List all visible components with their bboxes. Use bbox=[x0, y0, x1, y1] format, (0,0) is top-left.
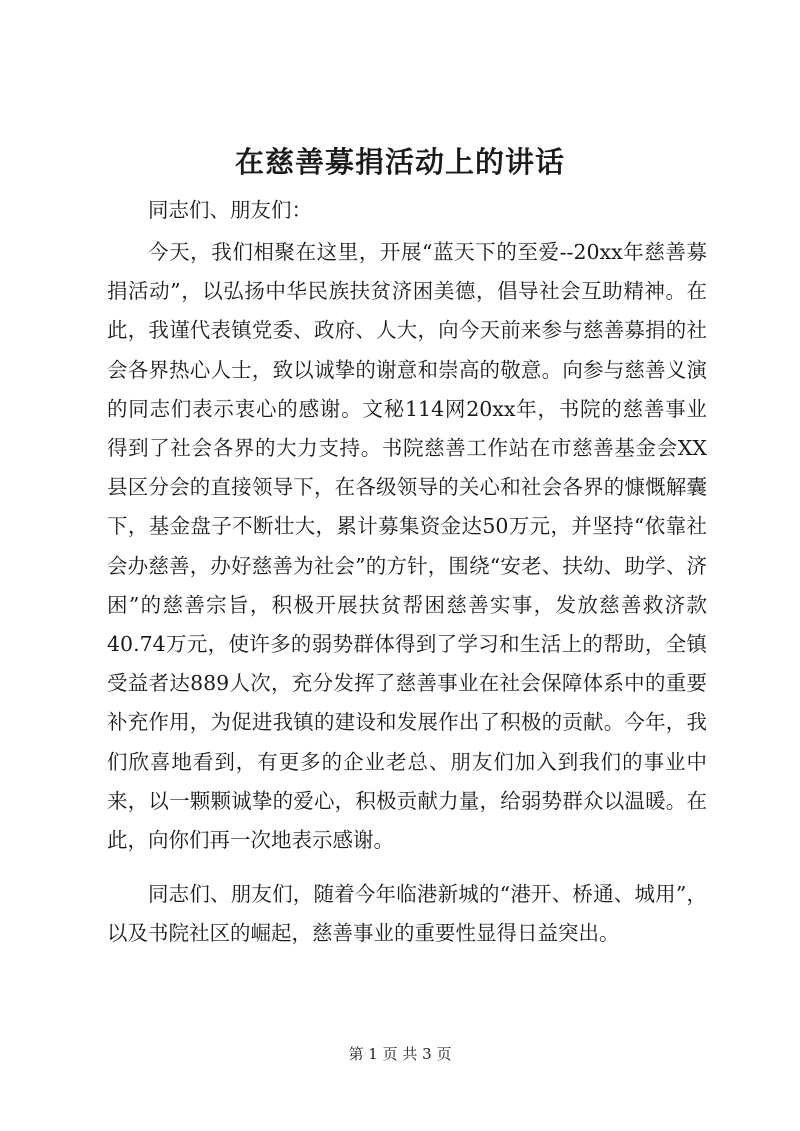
document-body bbox=[107, 188, 707, 954]
salutation: 同志们、朋友们： bbox=[148, 198, 312, 222]
page-number-footer: 第 1 页 共 3 页 bbox=[348, 1045, 452, 1063]
paragraph-2: 同志们、朋友们，随着今年临港新城的“港开、桥通、城用”，以及书院社区的崛起，慈善事业的重要性显得日益突出。 bbox=[107, 882, 707, 946]
paragraph-1: 今天，我们相聚在这里，开展“蓝天下的至爱--20xx年慈善募捐活动”，以弘扬中华民族扶贫济困美德，倡导社会互助精神。在此，我谨代表镇党委、政府、人大，向今天前来参与慈善募捐的社会各界热心人士，致以诚挚的谢意和崇高的敬意。向参与慈善义演的同志们表示衷心的感谢。文秘114网20xx年，书院的慈善事业得到了社会各界的大力支持。书院慈善工作站在市慈善基金会XX县区分会的直接领导下，在各级领导的关心和社会各界的慷慨解囊下，基金盘子不断壮大，累计募集资金达50万元，并坚持“依靠社会办慈善，办好慈善为社会”的方针，围绕“安老、扶幼、助学、济困”的慈善宗旨，积极开展扶贫帮困慈善实事，发放慈善救济款40.74万元，使许多的弱势群体得到了学习和生活上的帮助，全镇受益者达889人次，充分发挥了慈善事业在社会保障体系中的重要补充作用，为促进我镇的建设和发展作出了积极的贡献。今年，我们欣喜地看到，有更多的企业老总、朋友们加入到我们的事业中来，以一颗颗诚挚的爱心，积极贡献力量，给弱势群众以温暖。在此，向你们再一次地表示感谢。 bbox=[107, 240, 707, 853]
document-title: 在慈善募捐活动上的讲话 bbox=[234, 145, 565, 179]
